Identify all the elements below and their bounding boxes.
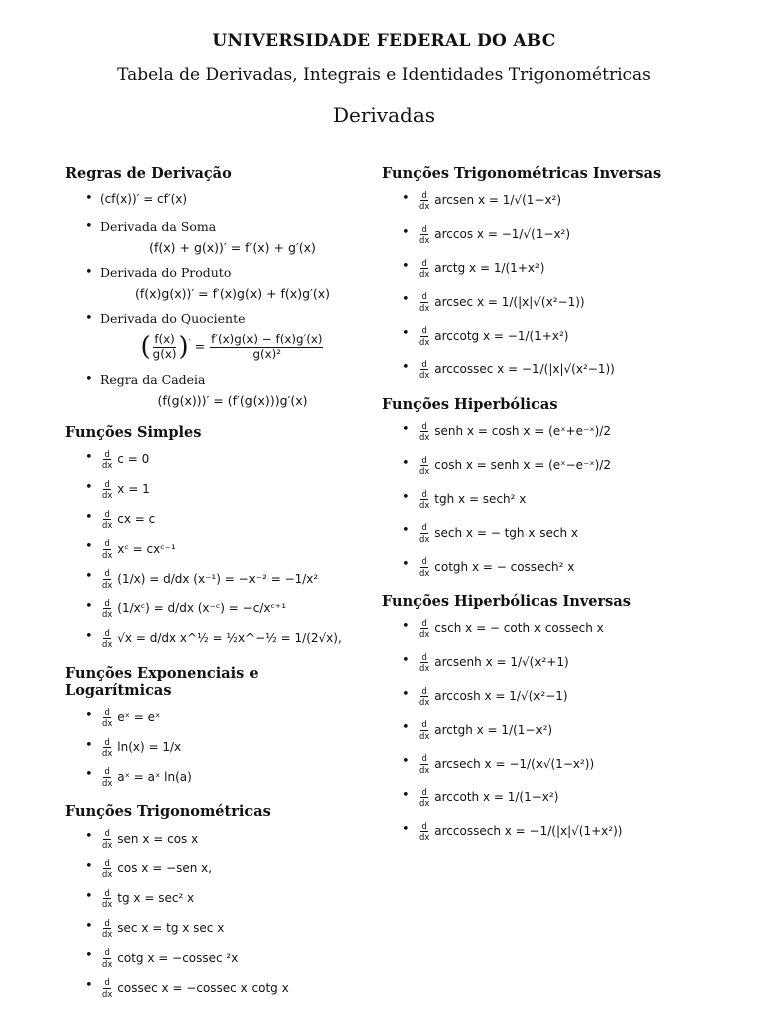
formula-item — [65, 738, 365, 758]
formula-item — [382, 360, 712, 380]
formula-text: cos x = −sen x, — [117, 861, 213, 876]
formula-item — [382, 456, 712, 476]
formula-text: senh x = cosh x = (eˣ+e⁻ˣ)/2 — [434, 424, 611, 439]
invtrig-section — [382, 165, 712, 380]
formula-text: (1/xᶜ) = d/dx (x⁻ᶜ) = −c/xᶜ⁺¹ — [117, 601, 287, 616]
derivative-operator: • $\frac{d}{dx}$ — [419, 556, 430, 578]
formula-text: arccotg x = −1/(1+x²) — [434, 328, 569, 343]
formula-item — [65, 708, 365, 728]
formula-text: arcsech x = −1/(x√(1−x²)) — [434, 756, 595, 771]
formula-item — [382, 822, 712, 842]
formula-item — [382, 788, 712, 808]
formula-item — [382, 754, 712, 774]
exp-heading: Funções Exponenciais e Logarítmicas — [65, 664, 259, 699]
formula-item — [382, 259, 712, 279]
formula-text: tgh x = sech² x — [434, 491, 527, 506]
hyp-heading: Funções Hiperbólicas — [382, 395, 558, 413]
rule-item — [65, 191, 365, 209]
derivative-operator: • $\frac{d}{dx}$ — [419, 359, 430, 381]
formula-text: x = 1 — [117, 482, 150, 497]
formula-text: aˣ = aˣ ln(a) — [117, 769, 192, 784]
formula-item — [382, 619, 712, 639]
hyp-list — [382, 422, 712, 577]
formula-item — [65, 480, 365, 500]
derivative-operator: • $\frac{d}{dx}$ — [102, 857, 113, 880]
formula-text: arccos x = −1/√(1−x²) — [434, 227, 571, 242]
university-title: UNIVERSIDADE FEDERAL DO ABC — [212, 31, 556, 51]
formula-text: c = 0 — [117, 452, 150, 467]
rule-item — [65, 372, 365, 408]
section-title: Derivadas — [332, 103, 436, 127]
derivative-operator: • $\frac{d}{dx}$ — [419, 257, 430, 280]
invhyp-heading: Funções Hiperbólicas Inversas — [382, 592, 631, 610]
right-column — [382, 165, 712, 858]
derivative-operator: • $\frac{d}{dx}$ — [102, 706, 113, 729]
formula-item — [65, 599, 365, 619]
rule-formula: (f(x)g(x))′ = f′(x)g(x) + f(x)g′(x) — [134, 286, 331, 301]
derivative-operator: • $\frac{d}{dx}$ — [419, 719, 430, 741]
formula-item — [65, 859, 365, 879]
formula-item — [382, 191, 712, 211]
formula-text: arccossec x = −1/(|x|√(x²−1)) — [434, 362, 615, 377]
derivative-operator: • $\frac{d}{dx}$ — [102, 917, 113, 939]
rule-label: • Derivada da Soma — [100, 219, 217, 234]
derivative-operator: • $\frac{d}{dx}$ — [102, 947, 113, 969]
rule-item — [65, 311, 365, 362]
formula-text: cosh x = senh x = (eˣ−e⁻ˣ)/2 — [434, 458, 611, 473]
derivative-operator: • $\frac{d}{dx}$ — [419, 190, 430, 212]
formula-text: arctg x = 1/(1+x²) — [434, 261, 545, 276]
derivative-operator: • $\frac{d}{dx}$ — [102, 449, 113, 471]
formula-item — [382, 490, 712, 510]
formula-item — [65, 569, 365, 589]
derivative-operator: • $\frac{d}{dx}$ — [419, 787, 430, 809]
formula-text: arcsenh x = 1/√(x²+1) — [434, 655, 569, 670]
rule-item — [65, 265, 365, 301]
derivative-operator: • $\frac{d}{dx}$ — [102, 538, 113, 560]
rule-item — [65, 219, 365, 255]
simple-heading: Funções Simples — [65, 424, 202, 441]
rule-label: • Derivada do Produto — [100, 265, 232, 280]
rules-section — [65, 165, 365, 408]
formula-text: arcsen x = 1/√(1−x²) — [434, 193, 562, 208]
formula-item — [382, 557, 712, 577]
derivative-operator: • $\frac{d}{dx}$ — [102, 598, 113, 620]
formula-item — [382, 422, 712, 442]
formula-item — [65, 510, 365, 530]
formula-item — [65, 978, 365, 998]
derivative-operator: • $\frac{d}{dx}$ — [419, 325, 430, 347]
formula-item — [65, 539, 365, 559]
rule-formula: (cf(x))′ = cf′(x) — [100, 191, 188, 206]
derivative-operator: • $\frac{d}{dx}$ — [419, 522, 430, 544]
formula-text: xᶜ = cxᶜ⁻¹ — [117, 541, 176, 556]
derivative-operator: • $\frac{d}{dx}$ — [419, 617, 430, 640]
exp-section — [65, 665, 365, 787]
formula-text: csch x = − coth x cossech x — [434, 621, 604, 636]
exp-list — [65, 708, 365, 787]
derivative-operator: • $\frac{d}{dx}$ — [419, 488, 430, 510]
formula-item — [65, 919, 365, 939]
derivative-operator: • $\frac{d}{dx}$ — [102, 478, 113, 501]
formula-text: cx = c — [117, 512, 156, 527]
formula-text: (1/x) = d/dx (x⁻¹) = −x⁻² = −1/x² — [117, 571, 319, 586]
formula-text: arccosh x = 1/√(x²−1) — [434, 688, 568, 703]
derivative-operator: • $\frac{d}{dx}$ — [102, 568, 113, 590]
formula-item — [382, 653, 712, 673]
trig-list — [65, 829, 365, 998]
left-column — [65, 165, 365, 1014]
formula-item — [382, 292, 712, 312]
document-subtitle: Tabela de Derivadas, Integrais e Identidades Trigonométricas — [117, 65, 651, 85]
derivative-operator: • $\frac{d}{dx}$ — [102, 828, 113, 850]
formula-text: cotgh x = − cossech² x — [434, 559, 575, 574]
derivative-operator: • $\frac{d}{dx}$ — [419, 651, 430, 674]
derivative-operator: • $\frac{d}{dx}$ — [419, 820, 430, 843]
derivative-operator: • $\frac{d}{dx}$ — [102, 627, 113, 650]
formula-text: tg x = sec² x — [117, 891, 195, 906]
trig-heading: Funções Trigonométricas — [65, 803, 271, 821]
formula-text: arctgh x = 1/(1−x²) — [434, 722, 553, 737]
derivative-operator: • $\frac{d}{dx}$ — [419, 753, 430, 775]
formula-text: √x = d/dx x^½ = ½x^−½ = 1/(2√x), — [117, 631, 342, 646]
rule-formula: (f(x) + g(x))′ = f′(x) + g′(x) — [149, 240, 316, 255]
formula-text: sec x = tg x sec x — [117, 920, 225, 935]
formula-text: arccoth x = 1/(1−x²) — [434, 790, 559, 805]
formula-item — [382, 326, 712, 346]
formula-text: ln(x) = 1/x — [117, 739, 182, 754]
derivative-operator: • $\frac{d}{dx}$ — [419, 223, 430, 246]
formula-item — [65, 948, 365, 968]
invtrig-heading: Funções Trigonométricas Inversas — [382, 165, 662, 182]
formula-item — [382, 720, 712, 740]
trig-section — [65, 803, 365, 998]
rule-formula: (f(g(x)))′ = (f′(g(x)))g′(x) — [157, 393, 308, 408]
formula-text: arcsec x = 1/(|x|√(x²−1)) — [434, 294, 585, 309]
quotient-formula: ( $\frac{f(x)}{g(x)}$ )′ = $\frac{f'(x)g(x) - f(x)g'(x)}{\text{g(x)²}}$ — [140, 331, 323, 362]
formula-text: cossec x = −cossec x cotg x — [117, 980, 289, 995]
derivative-operator: • $\frac{d}{dx}$ — [419, 420, 430, 443]
invhyp-list — [382, 619, 712, 842]
derivative-operator: • $\frac{d}{dx}$ — [419, 454, 430, 477]
formula-text: cotg x = −cossec ²x — [117, 950, 239, 965]
derivative-operator: • $\frac{d}{dx}$ — [419, 291, 430, 313]
derivative-operator: • $\frac{d}{dx}$ — [102, 887, 113, 910]
derivative-operator: • $\frac{d}{dx}$ — [102, 766, 113, 788]
invtrig-list — [382, 191, 712, 380]
formula-item — [65, 629, 365, 649]
invhyp-section — [382, 593, 712, 842]
formula-text: arccossech x = −1/(|x|√(1+x²)) — [434, 824, 623, 839]
derivative-operator: • $\frac{d}{dx}$ — [102, 977, 113, 999]
derivative-operator: • $\frac{d}{dx}$ — [102, 736, 113, 758]
formula-item — [65, 450, 365, 470]
formula-text: sen x = cos x — [117, 831, 199, 846]
simple-section — [65, 424, 365, 649]
rules-heading: Regras de Derivação — [65, 165, 232, 182]
derivative-operator: • $\frac{d}{dx}$ — [419, 685, 430, 707]
derivative-operator: • $\frac{d}{dx}$ — [102, 508, 113, 531]
formula-item — [65, 829, 365, 849]
formula-item — [382, 687, 712, 707]
simple-list — [65, 450, 365, 649]
formula-item — [382, 523, 712, 543]
formula-text: eˣ = eˣ — [117, 710, 161, 725]
rule-label: • Regra da Cadeia — [100, 372, 206, 387]
formula-item — [382, 225, 712, 245]
rule-label: • Derivada do Quociente — [100, 311, 246, 326]
formula-item — [65, 889, 365, 909]
formula-text: sech x = − tgh x sech x — [434, 525, 578, 540]
hyp-section — [382, 396, 712, 577]
formula-item — [65, 767, 365, 787]
